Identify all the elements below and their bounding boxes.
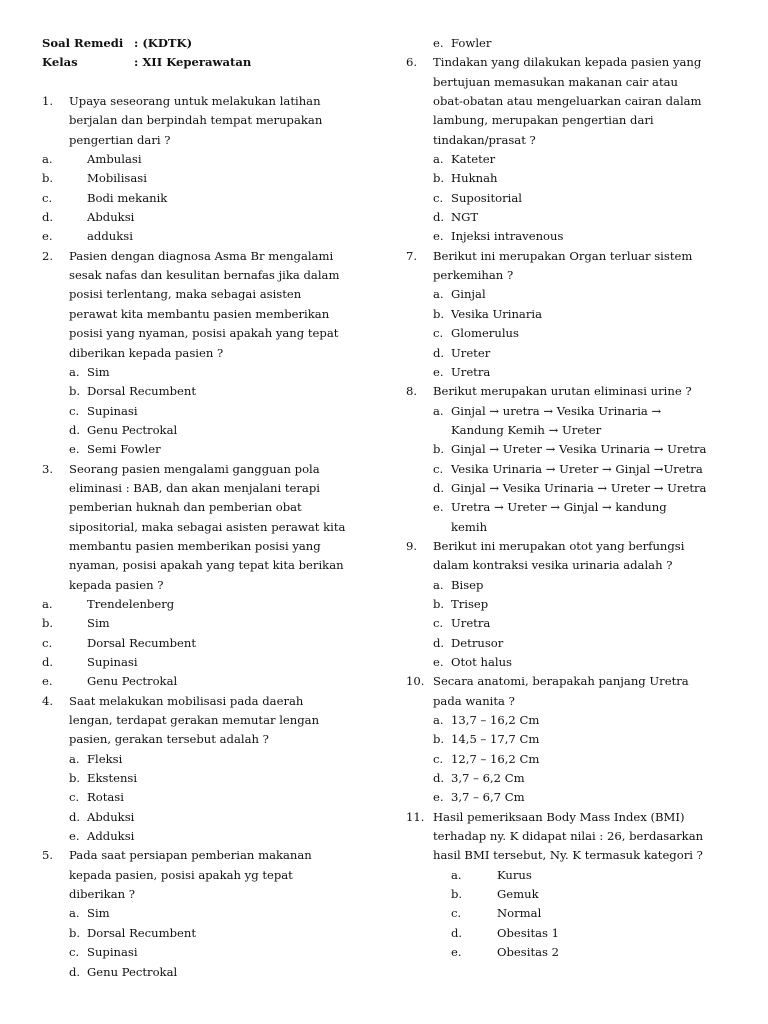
option-text: Dorsal Recumbent — [87, 635, 197, 650]
question-text: kepada pasien, posisi apakah yg tepat — [69, 867, 293, 882]
question-text: lambung, merupakan pengertian dari — [433, 113, 654, 128]
question-text: bertujuan memasukan makanan cair atau — [433, 74, 679, 89]
option-text: Trendelenberg — [87, 596, 175, 611]
option-letter: c. — [69, 945, 80, 960]
option-text: adduksi — [87, 229, 133, 244]
question-text: diberikan ? — [69, 887, 135, 902]
option-letter: b. — [42, 616, 54, 631]
question-text: lengan, terdapat gerakan memutar lengan — [69, 713, 320, 728]
question-text: sesak nafas dan kesulitan bernafas jika dalam — [69, 268, 340, 283]
option-text: Bisep — [451, 577, 484, 592]
question-number: 3. — [42, 461, 54, 476]
option-text: 12,7 – 16,2 Cm — [451, 751, 540, 766]
question-number: 1. — [42, 94, 54, 109]
option-letter: c. — [433, 751, 444, 766]
question-text: tindakan/prasat ? — [433, 132, 536, 147]
question-text: Upaya seseorang untuk melakukan latihan — [69, 94, 321, 109]
option-text: Mobilisasi — [87, 171, 147, 186]
header-soal — [42, 34, 372, 53]
option-text: Ambulasi — [87, 152, 142, 167]
option-text: 3,7 – 6,7 Cm — [451, 790, 525, 805]
question-text: membantu pasien memberikan posisi yang — [69, 538, 321, 553]
option-letter: a. — [42, 152, 53, 167]
option-letter: d. — [433, 210, 445, 225]
option-letter: a. — [433, 713, 444, 728]
option-letter: e. — [451, 945, 462, 960]
question-text: sipositorial, maka sebagai asisten perawat kita — [69, 519, 346, 534]
option-letter: c. — [42, 635, 53, 650]
option-text: Supinasi — [87, 945, 138, 960]
question-text: pengertian dari ? — [69, 132, 171, 147]
question-text: nyaman, posisi apakah yang tepat kita berikan — [69, 558, 344, 573]
option-text: Injeksi intravenous — [451, 229, 564, 244]
option-letter: e. — [69, 829, 80, 844]
option-text: Detrusor — [451, 635, 504, 650]
option-text: Bodi mekanik — [87, 190, 168, 205]
option-text: kemih — [451, 519, 488, 534]
question-text: obat-obatan atau mengeluarkan cairan dalam — [433, 94, 702, 109]
question-number: 9. — [406, 538, 418, 553]
question-text: Seorang pasien mengalami gangguan pola — [69, 461, 320, 476]
option-letter: b. — [433, 596, 445, 611]
question-text: Berikut ini merupakan Organ terluar sistem — [433, 248, 693, 263]
option-letter: e. — [42, 674, 53, 689]
question-text: Secara anatomi, berapakah panjang Uretra — [433, 674, 689, 689]
question-text: Tindakan yang dilakukan kepada pasien yang — [433, 55, 702, 70]
option-text: Supositorial — [451, 190, 522, 205]
question-text: perawat kita membantu pasien memberikan — [69, 306, 330, 321]
option-letter: d. — [433, 771, 445, 786]
question-number: 7. — [406, 248, 418, 263]
question-text: perkemihan ? — [433, 268, 514, 283]
option-letter: a. — [433, 287, 444, 302]
question-text: terhadap ny. K didapat nilai : 26, berdasarkan — [433, 829, 704, 844]
option-letter: b. — [69, 771, 81, 786]
question-text: posisi terlentang, maka sebagai asisten — [69, 287, 302, 302]
option-text: Semi Fowler — [87, 442, 161, 457]
question-7 — [406, 247, 736, 382]
option-text: Otot halus — [451, 655, 512, 669]
option-letter: b. — [69, 925, 81, 940]
question-number: 5. — [42, 848, 54, 863]
option-text: Ginjal → Vesika Urinaria → Ureter → Uretra — [451, 480, 707, 495]
option-text: Gemuk — [497, 887, 539, 902]
option-text: NGT — [451, 210, 479, 225]
question-text: Pada saat persiapan pemberian makanan — [69, 848, 312, 863]
question-1 — [42, 92, 372, 247]
option-letter: d. — [433, 345, 445, 360]
question-text: kepada pasien ? — [69, 577, 164, 592]
option-text: Sim — [87, 616, 110, 631]
question-text: Berikut ini merupakan otot yang berfungsi — [433, 538, 685, 553]
option-letter: b. — [69, 384, 81, 399]
option-letter: b. — [42, 171, 54, 186]
option-letter: b. — [451, 887, 463, 902]
option-text: Kurus — [497, 867, 532, 882]
option-letter: e. — [433, 500, 444, 515]
option-letter: a. — [69, 751, 80, 766]
question-text: posisi yang nyaman, posisi apakah yang tepat — [69, 326, 339, 341]
option-text: Kateter — [451, 152, 496, 167]
option-letter: c. — [69, 403, 80, 418]
option-text: Dorsal Recumbent — [87, 925, 197, 940]
option-text: Ginjal → Ureter → Vesika Urinaria → Uretra — [451, 442, 707, 457]
option-letter: d. — [42, 210, 54, 225]
question-text: diberikan kepada pasien ? — [69, 345, 224, 360]
soal-label: Soal Remedi — [42, 36, 124, 50]
question-text: pada wanita ? — [433, 693, 515, 708]
question-text: pemberian huknah dan pemberian obat — [69, 500, 302, 515]
kelas-label: Kelas — [42, 55, 78, 70]
soal-value: : (KDTK) — [134, 36, 193, 50]
option-letter: d. — [69, 809, 81, 824]
option-letter: e. — [433, 790, 444, 805]
option-letter: e. — [433, 229, 444, 244]
option-letter: c. — [69, 790, 80, 805]
option-text: Fowler — [451, 36, 492, 50]
question-number: 2. — [42, 248, 54, 263]
question-10 — [406, 672, 736, 807]
option-letter: b. — [433, 732, 445, 747]
question-text: pasien, gerakan tersebut adalah ? — [69, 732, 269, 747]
option-letter: b. — [433, 306, 445, 321]
option-text: Genu Pectrokal — [87, 674, 178, 689]
option-text: Trisep — [451, 596, 489, 611]
option-letter: c. — [42, 190, 53, 205]
option-text: Ureter — [451, 345, 491, 360]
option-text: Sim — [87, 364, 110, 379]
question-5 — [42, 846, 372, 981]
option-letter: a. — [451, 867, 462, 882]
option-text: Rotasi — [87, 790, 124, 805]
option-text: Kandung Kemih → Ureter — [451, 422, 602, 437]
question-text: Saat melakukan mobilisasi pada daerah — [69, 693, 304, 708]
question-number: 4. — [42, 693, 54, 708]
option-letter: a. — [433, 152, 444, 167]
option-text: Obesitas 1 — [497, 925, 560, 940]
option-text: Normal — [497, 906, 542, 921]
option-text: Uretra — [451, 364, 491, 379]
option-text: Uretra → Ureter → Ginjal → kandung — [451, 500, 667, 515]
option-text: Vesika Urinaria → Ureter → Ginjal →Uretra — [451, 461, 703, 476]
option-letter: d. — [433, 635, 445, 650]
option-text: Obesitas 2 — [497, 945, 560, 960]
option-text: Sim — [87, 906, 110, 921]
option-letter: e. — [433, 36, 444, 50]
option-letter: b. — [433, 442, 445, 457]
option-text: Dorsal Recumbent — [87, 384, 197, 399]
option-letter: a. — [69, 364, 80, 379]
option-letter: e. — [69, 442, 80, 457]
option-letter: c. — [433, 326, 444, 341]
option-text: Fleksi — [87, 751, 123, 766]
option-text: Genu Pectrokal — [87, 422, 178, 437]
option-letter: c. — [433, 190, 444, 205]
header-kelas — [42, 53, 372, 72]
question-3 — [42, 460, 372, 692]
left-column — [42, 34, 372, 982]
option-letter: a. — [433, 403, 444, 418]
option-text: 14,5 – 17,7 Cm — [451, 732, 540, 747]
option-letter: a. — [69, 906, 80, 921]
right-column — [406, 34, 736, 963]
option-letter: c. — [433, 461, 444, 476]
kelas-value: : XII Keperawatan — [134, 55, 252, 70]
question-text: dalam kontraksi vesika urinaria adalah ? — [433, 558, 673, 573]
option-text: Ginjal → uretra → Vesika Urinaria → — [451, 403, 662, 418]
question-text: Pasien dengan diagnosa Asma Br mengalami — [69, 248, 334, 263]
option-text: Glomerulus — [451, 326, 519, 341]
option-text: Genu Pectrokal — [87, 964, 178, 979]
option-letter: d. — [69, 422, 81, 437]
option-letter: e. — [433, 655, 444, 669]
question-number: 6. — [406, 55, 418, 70]
option-text: 3,7 – 6,2 Cm — [451, 771, 525, 786]
question-11 — [406, 808, 736, 963]
option-text: Supinasi — [87, 403, 138, 418]
option-text: Abduksi — [87, 809, 135, 824]
option-letter: e. — [42, 229, 53, 244]
option-text: Uretra — [451, 616, 491, 631]
question-8 — [406, 382, 736, 537]
option-letter: d. — [42, 655, 54, 669]
question-text: berjalan dan berpindah tempat merupakan — [69, 113, 323, 128]
option-letter: a. — [433, 577, 444, 592]
option-text: Ginjal — [451, 287, 486, 302]
option-letter: b. — [433, 171, 445, 186]
question-number: 8. — [406, 384, 418, 399]
option-text: Supinasi — [87, 655, 138, 669]
question-4 — [42, 692, 372, 847]
question-text: hasil BMI tersebut, Ny. K termasuk kategori ? — [433, 848, 703, 863]
option-letter: a. — [42, 596, 53, 611]
question-number: 11. — [406, 809, 425, 824]
question-text: Hasil pemeriksaan Body Mass Index (BMI) — [433, 809, 685, 824]
option-letter: d. — [451, 925, 463, 940]
option-text: Abduksi — [87, 210, 135, 225]
option-text: Adduksi — [87, 829, 135, 844]
question-number: 10. — [406, 674, 425, 689]
option-letter: c. — [433, 616, 444, 631]
option-letter: d. — [69, 964, 81, 979]
question-text: Berikut merupakan urutan eliminasi urine ? — [433, 384, 692, 399]
question-6 — [406, 53, 736, 246]
question-2 — [42, 247, 372, 460]
question-9 — [406, 537, 736, 672]
option-letter: e. — [433, 364, 444, 379]
option-letter: d. — [433, 480, 445, 495]
question-text: eliminasi : BAB, dan akan menjalani terapi — [69, 480, 320, 495]
option-text: Huknah — [451, 171, 498, 186]
option-text: Ekstensi — [87, 771, 138, 786]
option-text: Vesika Urinaria — [451, 306, 543, 321]
option-letter: c. — [451, 906, 462, 921]
option-text: 13,7 – 16,2 Cm — [451, 713, 540, 728]
